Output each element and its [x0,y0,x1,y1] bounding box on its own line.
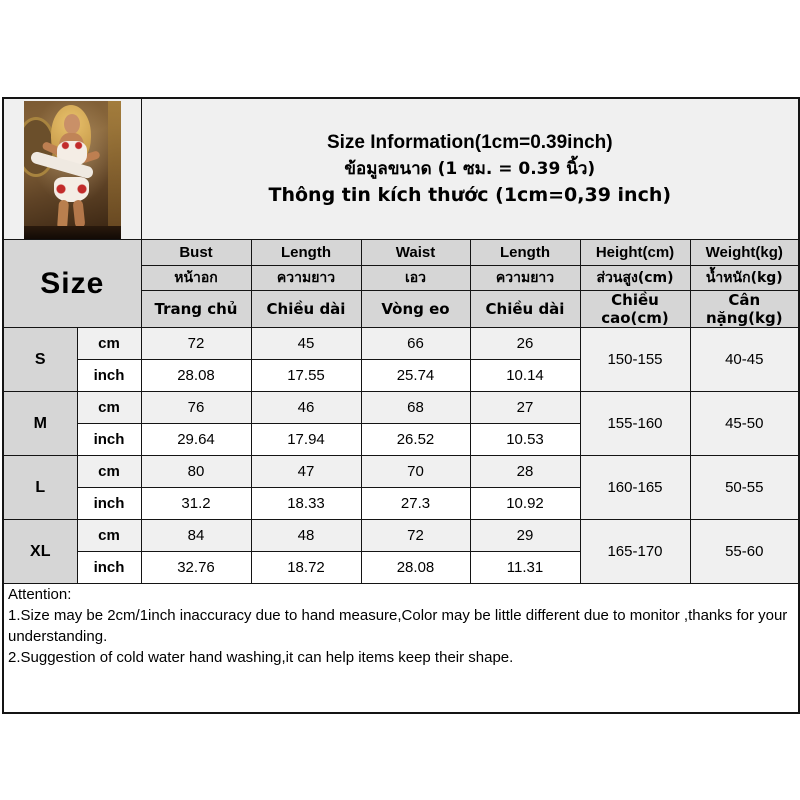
unit-label-inch: inch [77,424,141,456]
size-label-s: S [3,328,77,392]
value-cell: 17.55 [251,360,361,392]
value-cell: 48 [251,520,361,552]
header-th-height: ส่วนสูง(cm) [580,266,690,291]
size-info-title-vi: Thông tin kích thước (1cm=0,39 inch) [268,184,672,206]
header-en-length-2: Length [470,240,580,266]
value-cell: 28.08 [361,552,470,584]
value-cell: 32.76 [141,552,251,584]
header-en-waist: Waist [361,240,470,266]
header-en-length-1: Length [251,240,361,266]
table-row-m-cm [3,392,799,424]
value-cell: 45 [251,328,361,360]
value-cell: 72 [361,520,470,552]
value-cell: 76 [141,392,251,424]
header-vi-length-2: Chiều dài [470,291,580,328]
height-cell-s: 150-155 [580,328,690,392]
header-vi-weight: Cân nặng(kg) [690,291,799,328]
value-cell: 26.52 [361,424,470,456]
header-th-waist: เอว [361,266,470,291]
product-photo-cell [3,98,141,240]
lingerie-shorts-shape [54,177,89,202]
header-th-length-2: ความยาว [470,266,580,291]
value-cell: 10.53 [470,424,580,456]
weight-cell-m: 45-50 [690,392,799,456]
header-en-weight: Weight(kg) [690,240,799,266]
attention-note [3,584,799,713]
height-cell-m: 155-160 [580,392,690,456]
header-th-weight: น้ำหนัก(kg) [690,266,799,291]
value-cell: 66 [361,328,470,360]
value-cell: 28 [470,456,580,488]
value-cell: 68 [361,392,470,424]
attention-heading: Attention: [8,586,72,603]
header-vi-bust: Trang chủ [141,291,251,328]
header-vi-height: Chiều cao(cm) [580,291,690,328]
value-cell: 10.14 [470,360,580,392]
height-cell-l: 160-165 [580,456,690,520]
size-chart-table [2,97,800,714]
table-row-l-cm [3,456,799,488]
weight-cell-l: 50-55 [690,456,799,520]
value-cell: 29.64 [141,424,251,456]
value-cell: 46 [251,392,361,424]
unit-label-inch: inch [77,552,141,584]
header-vi-waist: Vòng eo [361,291,470,328]
weight-cell-xl: 55-60 [690,520,799,584]
size-info-title-en: Size Information(1cm=0.39inch) [326,132,613,153]
attention-line-2: 2.Suggestion of cold water hand washing,it can help items keep their shape. [8,649,514,666]
value-cell: 47 [251,456,361,488]
unit-label-cm: cm [77,520,141,552]
value-cell: 84 [141,520,251,552]
size-info-title-th: ข้อมูลขนาด (1 ซม. = 0.39 นิ้ว) [344,159,596,179]
model-leg-right-shape [73,200,86,229]
weight-cell-s: 40-45 [690,328,799,392]
unit-label-cm: cm [77,392,141,424]
header-en-bust: Bust [141,240,251,266]
value-cell: 31.2 [141,488,251,520]
header-vi-length-1: Chiều dài [251,291,361,328]
unit-label-inch: inch [77,488,141,520]
value-cell: 28.08 [141,360,251,392]
header-th-bust: หน้าอก [141,266,251,291]
height-cell-xl: 165-170 [580,520,690,584]
header-en-height: Height(cm) [580,240,690,266]
value-cell: 10.92 [470,488,580,520]
value-cell: 25.74 [361,360,470,392]
value-cell: 27.3 [361,488,470,520]
table-row-xl-cm [3,520,799,552]
gold-frame-shape [108,101,121,239]
model-face-shape [64,114,80,134]
size-label-l: L [3,456,77,520]
value-cell: 18.33 [251,488,361,520]
value-cell: 17.94 [251,424,361,456]
unit-label-cm: cm [77,328,141,360]
value-cell: 11.31 [470,552,580,584]
value-cell: 29 [470,520,580,552]
size-corner-label: Size [3,240,141,328]
dark-floor-shape [24,226,121,239]
value-cell: 80 [141,456,251,488]
title-cell [141,98,799,240]
attention-line-1: 1.Size may be 2cm/1inch inaccuracy due to hand measure,Color may be little different due to monitor ,thanks for your understanding. [8,607,788,645]
unit-label-inch: inch [77,360,141,392]
header-th-length-1: ความยาว [251,266,361,291]
product-photo [24,101,121,239]
table-row-s-cm [3,328,799,360]
size-label-m: M [3,392,77,456]
size-chart [2,97,800,714]
value-cell: 70 [361,456,470,488]
unit-label-cm: cm [77,456,141,488]
value-cell: 18.72 [251,552,361,584]
value-cell: 72 [141,328,251,360]
value-cell: 27 [470,392,580,424]
size-label-xl: XL [3,520,77,584]
value-cell: 26 [470,328,580,360]
